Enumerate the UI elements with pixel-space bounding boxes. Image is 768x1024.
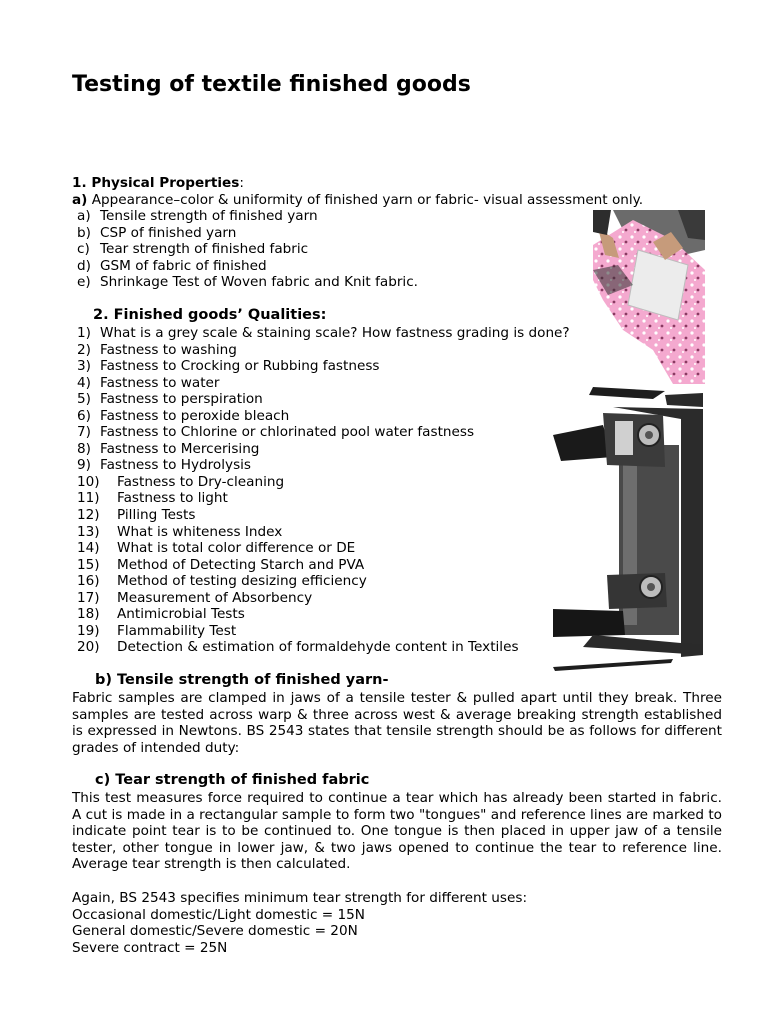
- list-item-text: Fastness to Mercerising: [100, 440, 260, 457]
- section-1-heading: 1. Physical Properties: [72, 175, 240, 191]
- tear-uses-block: [72, 890, 527, 956]
- tensile-tester-photo: [553, 385, 705, 673]
- list-item: [72, 274, 418, 291]
- list-item-text: Fastness to perspiration: [100, 391, 263, 408]
- section-1-heading-line: [72, 175, 244, 192]
- list-item: [72, 225, 418, 242]
- list-item-text: Measurement of Absorbency: [117, 589, 313, 606]
- list-marker: 13): [77, 523, 100, 540]
- tear-heading: c) Tear strength of finished fabric: [95, 772, 370, 788]
- list-item-text: CSP of finished yarn: [100, 224, 237, 241]
- list-marker: 12): [77, 507, 100, 524]
- list-item: [72, 573, 570, 590]
- fabric-photo: [593, 210, 705, 384]
- appearance-marker: a): [72, 192, 88, 208]
- appearance-text: Appearance–color & uniformity of finished yarn or fabric- visual assessment only.: [87, 192, 644, 208]
- list-item-text: What is a grey scale & staining scale? How fastness grading is done?: [100, 325, 570, 341]
- list-marker: 14): [77, 540, 100, 557]
- list-item: [72, 358, 570, 375]
- list-item-text: What is total color difference or DE: [117, 540, 356, 557]
- list-marker: e): [77, 274, 91, 291]
- list-marker: 20): [77, 639, 100, 656]
- list-item: [72, 424, 570, 441]
- list-item-text: Fastness to washing: [100, 341, 237, 358]
- section-2-heading: 2. Finished goods’ Qualities:: [93, 307, 327, 323]
- list-marker: d): [77, 257, 91, 274]
- list-marker: 3): [77, 358, 91, 375]
- list-item: [72, 639, 570, 656]
- list-item-text: Method of testing desizing efficiency: [117, 573, 367, 590]
- list-item-text: Fastness to Chlorine or chlorinated pool water fastness: [100, 424, 475, 441]
- list-item: [72, 408, 570, 425]
- list-marker: 8): [77, 440, 91, 457]
- list-marker: 11): [77, 490, 100, 507]
- tensile-heading: b) Tensile strength of finished yarn-: [95, 672, 389, 688]
- list-item-text: Fastness to water: [100, 374, 220, 391]
- list-item: [72, 375, 570, 392]
- list-marker: 5): [77, 391, 91, 408]
- list-marker: 4): [77, 374, 91, 391]
- list-item: [72, 208, 418, 225]
- list-item: [72, 606, 570, 623]
- list-item-text: Shrinkage Test of Woven fabric and Knit fabric.: [100, 274, 418, 291]
- list-item: [72, 258, 418, 275]
- list-item: [72, 474, 570, 491]
- list-item: [72, 507, 570, 524]
- list-item-text: What is whiteness Index: [117, 523, 283, 540]
- list-marker: 18): [77, 606, 100, 623]
- tear-use-item: Severe contract = 25N: [72, 939, 228, 956]
- list-marker: a): [77, 208, 91, 224]
- list-item-text: Fastness to Dry-cleaning: [117, 473, 285, 490]
- tear-use-item: General domestic/Severe domestic = 20N: [72, 923, 358, 940]
- list-item: [72, 590, 570, 607]
- list-item-text: Method of Detecting Starch and PVA: [117, 556, 365, 573]
- list-item-text: Flammability Test: [117, 622, 237, 639]
- list-item-text: Tensile strength of finished yarn: [100, 208, 318, 224]
- list-item: [72, 557, 570, 574]
- list-item-text: Fastness to Crocking or Rubbing fastness: [100, 358, 380, 375]
- list-marker: 6): [77, 407, 91, 424]
- list-marker: b): [77, 224, 91, 241]
- list-item-text: Pilling Tests: [117, 507, 196, 524]
- tensile-paragraph: Fabric samples are clamped in jaws of a tensile tester & pulled apart until they break. Three samples are tested across warp & three across west & average breaking strength established is expressed in Newtons. BS 2543 states that tensile strength should be as follows for different grades of intended duty:: [72, 690, 722, 756]
- list-marker: 17): [77, 589, 100, 606]
- list-item-text: Detection & estimation of formaldehyde content in Textiles: [117, 639, 519, 656]
- list-item: [72, 490, 570, 507]
- list-item: [72, 623, 570, 640]
- list-item-text: Fastness to Hydrolysis: [100, 457, 252, 474]
- list-marker: 10): [77, 473, 100, 490]
- list-item: [72, 241, 418, 258]
- list-item: [72, 391, 570, 408]
- list-item: [72, 325, 570, 342]
- list-item-text: GSM of fabric of finished: [100, 257, 267, 274]
- tear-paragraph: This test measures force required to continue a tear which has already been started in fabric. A cut is made in a rectangular sample to form two "tongues" and reference lines are marked to indicate point tear is to be continued to. One tongue is then placed in upper jaw of a tensile tester, other tongue in lower jaw, & two jaws opened to continue the tear to reference line. Average tear strength is then calculated.: [72, 790, 722, 873]
- page-title: Testing of textile finished goods: [72, 72, 471, 97]
- list-item: [72, 441, 570, 458]
- list-marker: c): [77, 241, 90, 258]
- list-item-text: Antimicrobial Tests: [117, 606, 245, 623]
- list-item-text: Fastness to peroxide bleach: [100, 407, 290, 424]
- list-item: [72, 524, 570, 541]
- tear-use-item: Occasional domestic/Light domestic = 15N: [72, 906, 365, 923]
- list-marker: 16): [77, 573, 100, 590]
- list-marker: 9): [77, 457, 91, 474]
- list-item: [72, 457, 570, 474]
- section-1-heading-suffix: :: [239, 175, 244, 191]
- tear-intro: Again, BS 2543 specifies minimum tear strength for different uses:: [72, 890, 528, 906]
- finished-goods-qualities-list: [72, 325, 570, 656]
- list-marker: 7): [77, 424, 91, 441]
- list-marker: 1): [77, 325, 91, 341]
- list-item: [72, 342, 570, 359]
- list-marker: 19): [77, 622, 100, 639]
- list-marker: 2): [77, 341, 91, 358]
- appearance-line: [72, 192, 643, 209]
- list-item: [72, 540, 570, 557]
- list-marker: 15): [77, 556, 100, 573]
- list-item-text: Tear strength of finished fabric: [100, 241, 309, 258]
- physical-properties-list: [72, 208, 418, 291]
- list-item-text: Fastness to light: [117, 490, 228, 507]
